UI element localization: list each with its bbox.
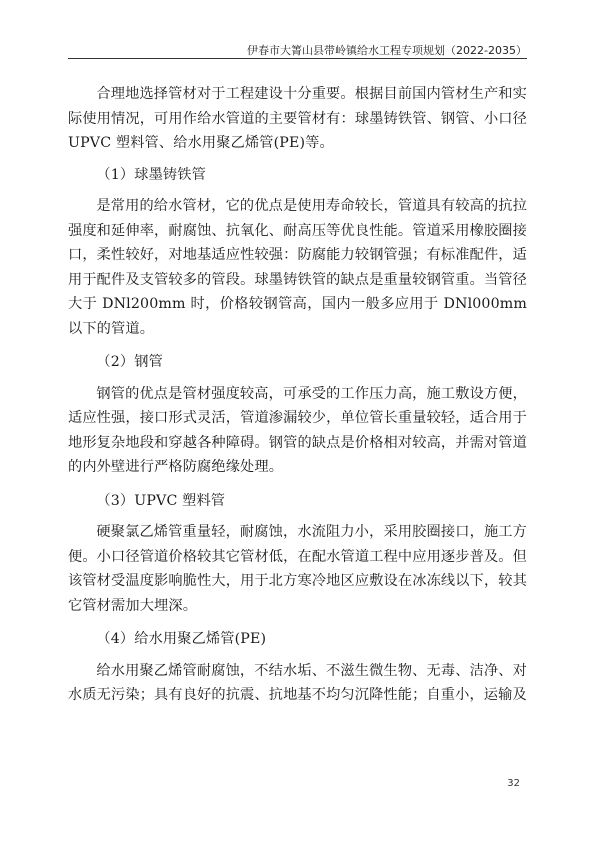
section-heading-upvc: （3）UPVC 塑料管 [96,492,226,509]
ductile-iron-paragraph: 是常用的给水管材，它的优点是使用寿命较长，管道具有较高的抗拉强度和延伸率，耐腐蚀、抗氧化、耐高压等优良性能。管道采用橡胶圈接口，柔性较好，对地基适应性较强：防腐能力较钢管强；有标准配件，适用于配件及支管较多的管段。球墨铸铁管的缺点是重量较钢管重。当管径大于 DNl200mm 时，价格较钢管高，国内一般多应用于 DNl000mm 以下的管道。 [68,198,527,337]
steel-paragraph: 钢管的优点是管材强度较高，可承受的工作压力高，施工敷设方便，适应性强，接口形式灵活，管道渗漏较少，单位管长重量较轻，适合用于地形复杂地段和穿越各种障碍。钢管的缺点是价格相对较高，并需对管道的内外壁进行严格防腐绝缘处理。 [68,385,527,475]
intro-paragraph: 合理地选择管材对于工程建设十分重要。根据目前国内管材生产和实际使用情况，可用作给水管道的主要管材有：球墨铸铁管、钢管、小口径UPVC 塑料管、给水用聚乙烯管(PE)等。 [68,86,527,151]
document-title: 伊春市大箐山县带岭镇给水工程专项规划（2022-2035） [247,44,527,57]
header-divider [68,58,527,59]
page-body [68,82,527,708]
pe-paragraph: 给水用聚乙烯管耐腐蚀，不结水垢、不滋生微生物、无毒、洁净、对水质无污染；具有良好的抗震、抗地基不均匀沉降性能；自重小，运输及 [68,662,527,703]
section-heading-steel: （2）钢管 [96,354,163,370]
page-number: 32 [507,778,520,789]
section-heading-ductile-iron: （1）球墨铸铁管 [96,166,206,183]
section-heading-pe: （4）给水用聚乙烯管(PE) [96,631,267,647]
upvc-paragraph: 硬聚氯乙烯管重量轻，耐腐蚀，水流阻力小，采用胶圈接口，施工方便。小口径管道价格较其它管材低，在配水管道工程中应用逐步普及。但该管材受温度影响脆性大，用于北方寒冷地区应敷设在冰冻线以下，较其它管材需加大埋深。 [68,524,527,614]
page-header [68,40,527,60]
